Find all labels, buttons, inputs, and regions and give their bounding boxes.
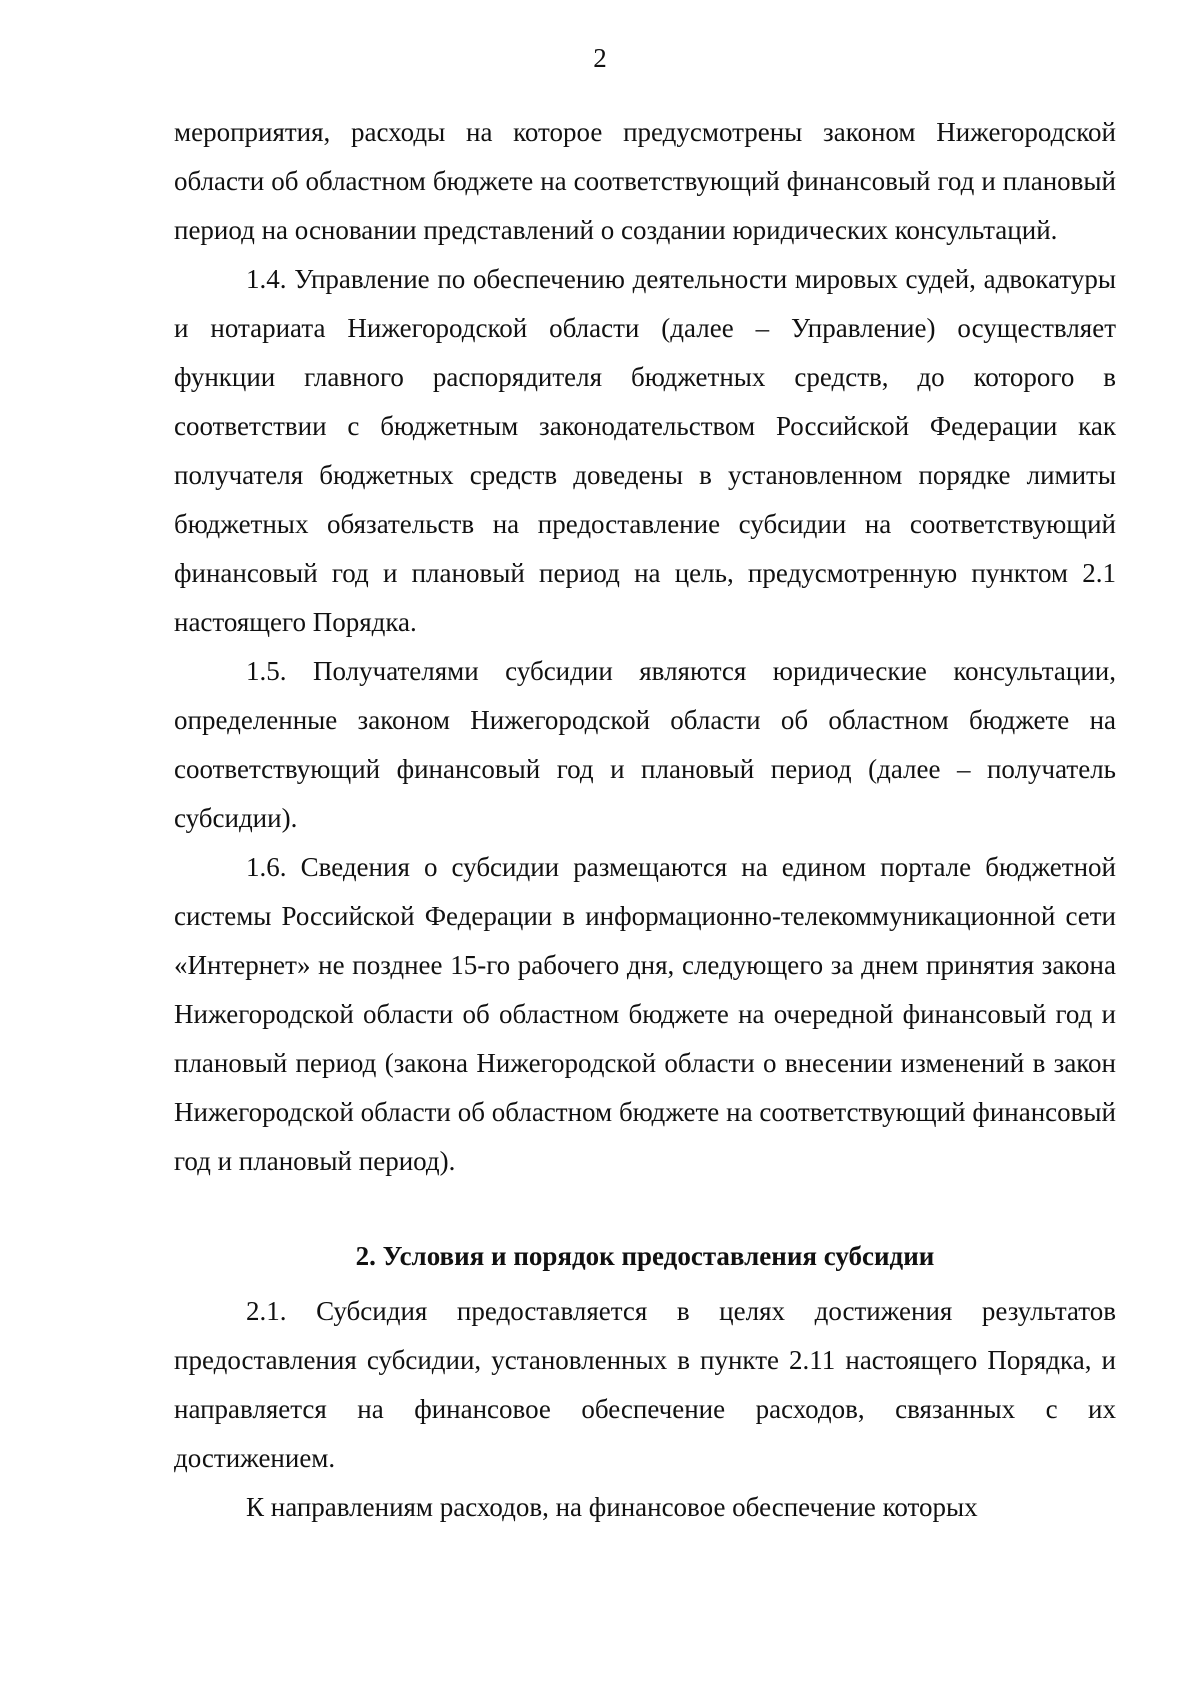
section-heading: 2. Условия и порядок предоставления субсидии — [355, 1241, 935, 1271]
paragraph-continuation: мероприятия, расходы на которое предусмотрены законом Нижегородской области об областном бюджете на соответствующий финансовый год и плановый период на основании представлений о создании юридических консультаций. — [174, 117, 1116, 245]
paragraph-1-4: 1.4. Управление по обеспечению деятельности мировых судей, адвокатуры и нотариата Нижегородской области (далее – Управление) осуществляет функции главного распорядителя бюджетных средств, до которого в соответствии с бюджетным законодательством Российской Федерации как получателя бюджетных средств доведены в установленном порядке лимиты бюджетных обязательств на предоставление субсидии на соответствующий финансовый год и плановый период на цель, предусмотренную пунктом 2.1 настоящего Порядка. — [174, 264, 1116, 637]
document-body — [174, 108, 1116, 1532]
page-number: 2 — [593, 43, 607, 73]
paragraph-1-5: 1.5. Получателями субсидии являются юридические консультации, определенные законом Нижегородской области об областном бюджете на соответствующий финансовый год и плановый период (далее – получатель субсидии). — [174, 656, 1116, 833]
paragraph-1-6: 1.6. Сведения о субсидии размещаются на едином портале бюджетной системы Российской Федерации в информационно-телекоммуникационной сети «Интернет» не позднее 15-го рабочего дня, следующего за днем принятия закона Нижегородской области об областном бюджете на очередной финансовый год и плановый период (закона Нижегородской области о внесении изменений в закон Нижегородской области об областном бюджете на соответствующий финансовый год и плановый период). — [174, 852, 1116, 1176]
paragraph-2-1: 2.1. Субсидия предоставляется в целях достижения результатов предоставления субсидии, установленных в пункте 2.11 настоящего Порядка, и направляется на финансовое обеспечение расходов, связанных с их достижением. — [174, 1296, 1116, 1473]
paragraph-expense-directions: К направлениям расходов, на финансовое обеспечение которых — [246, 1492, 978, 1522]
